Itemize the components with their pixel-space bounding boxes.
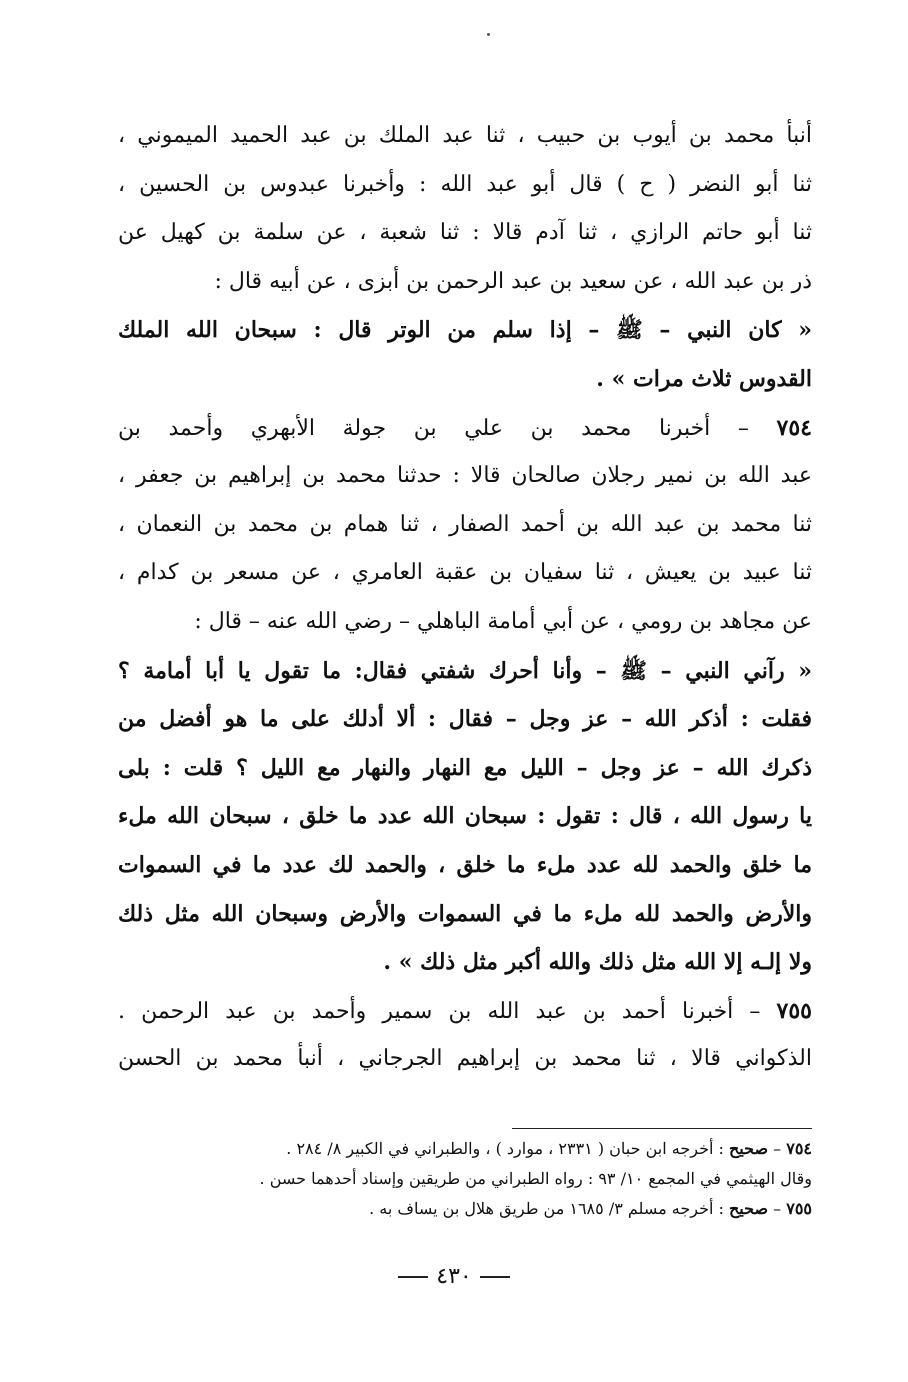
text-line-content: الذكواني قالا ، ثنا محمد بن إبراهيم الجرجاني ، أنبأ محمد بن الحسن (118, 1046, 812, 1072)
text-line (118, 549, 812, 598)
text-line-content: ذر بن عبد الله ، عن سعيد بن عبد الرحمن بن أبزى ، عن أبيه قال : (214, 268, 812, 294)
text-line (118, 744, 812, 793)
text-line-content: « رآني النبي – ﷺ – وأنا أحرك شفتي فقال: ما تقول يا أبا أمامة ؟ (118, 657, 812, 684)
footnote-separator (512, 1128, 812, 1129)
text-line-content: فقلت : أذكر الله – عز وجل – فقال : ألا أدلك على ما هو أفضل من (118, 706, 812, 733)
text-line (118, 792, 812, 841)
hadith-number: ٧٥٥ (776, 997, 812, 1024)
text-line (118, 404, 812, 453)
page-number-dash-right (480, 1276, 510, 1278)
text-line-content: ولا إلـه إلا الله مثل ذلك والله أكبر مثل ذلك » . (383, 949, 812, 976)
footnote-number: ٧٥٥ (786, 1199, 812, 1218)
main-text (118, 112, 812, 1084)
text-line (118, 1035, 812, 1084)
text-line-content: القدوس ثلاث مرات » . (596, 365, 812, 392)
text-line-content: – أخبرنا محمد بن علي بن جولة الأبهري وأحمد بن (118, 415, 777, 441)
text-line-content: ما خلق والحمد لله عدد ملء ما خلق ، والحمد لك عدد ما في السموات (118, 851, 812, 878)
text-line (118, 161, 812, 210)
text-line (118, 987, 812, 1036)
text-line (118, 258, 812, 307)
page-number (0, 1262, 908, 1292)
footnote-line (118, 1164, 812, 1194)
footnote-list (118, 1134, 812, 1224)
page-number-value: ٤٣٠ (436, 1264, 472, 1289)
text-line-content: أنبأ محمد بن أيوب بن حبيب ، ثنا عبد الملك بن عبد الحميد الميموني ، (118, 123, 812, 148)
text-line-content: ثنا محمد بن عبد الله بن أحمد الصفار ، ثنا همام بن محمد بن النعمان ، (118, 511, 812, 537)
text-line-content: عبد الله بن نمير رجلان صالحان قالا : حدثنا محمد بن إبراهيم بن جعفر ، (118, 463, 812, 489)
text-line-content: يا رسول الله ، قال : تقول : سبحان الله عدد ما خلق ، سبحان الله ملء (118, 803, 812, 830)
text-line-content: « كان النبي – ﷺ – إذا سلم من الوتر قال : سبحان الله الملك (118, 317, 812, 344)
text-line (118, 695, 812, 744)
text-line-content: عن مجاهد بن رومي ، عن أبي أمامة الباهلي – رضي الله عنه – قال : (194, 608, 812, 634)
footnote-grade: صحيح (728, 1139, 769, 1158)
text-line (118, 647, 812, 696)
footnote-text: : أخرجه مسلم ٣/ ١٦٨٥ من طريق هلال بن يساف به . (369, 1199, 729, 1218)
text-line (118, 355, 812, 404)
footnote-line: ٧٥٤ – صحيح : أخرجه ابن حبان ( ٢٣٣١ ، موارد ) ، والطبراني في الكبير ٨/ ٢٨٤ . (286, 1139, 812, 1158)
page-number-dash-left (398, 1276, 428, 1278)
text-line (118, 306, 812, 355)
text-line-content: والأرض والحمد لله ملء ما في السموات والأرض وسبحان الله مثل ذلك (118, 900, 812, 927)
text-line (118, 209, 812, 258)
text-line-content: – أخبرنا أحمد بن عبد الله بن سمير وأحمد بن عبد الرحمن . (118, 998, 777, 1024)
text-line-content: ثنا أبو النضر ( ح ) قال أبو عبد الله : وأخبرنا عبدوس بن الحسين ، (118, 171, 812, 197)
footnote-line: ٧٥٥ – صحيح : أخرجه مسلم ٣/ ١٦٨٥ من طريق هلال بن يساف به . (369, 1199, 812, 1218)
text-line (118, 890, 812, 939)
text-line (118, 938, 812, 987)
footnote-text: وقال الهيثمي في المجمع ١٠/ ٩٣ : رواه الطبراني من طريقين وإسناد أحدهما حسن . (259, 1169, 812, 1188)
text-line (118, 598, 812, 647)
text-line (118, 112, 812, 161)
text-line (118, 501, 812, 550)
text-line-content: ذكرك الله – عز وجل – الليل مع النهار والنهار مع الليل ؟ قلت : بلى (118, 754, 812, 781)
hadith-number: ٧٥٤ (776, 414, 812, 441)
footnote-number: ٧٥٤ (786, 1139, 812, 1158)
footnote-text: : أخرجه ابن حبان ( ٢٣٣١ ، موارد ) ، والطبراني في الكبير ٨/ ٢٨٤ . (286, 1139, 729, 1158)
scan-dot (487, 33, 490, 36)
text-line-content: ثنا أبو حاتم الرازي ، ثنا آدم قالا : ثنا شعبة ، عن سلمة بن كهيل عن (118, 220, 812, 246)
text-line (118, 841, 812, 890)
footnote-grade: صحيح (728, 1199, 769, 1218)
text-line (118, 452, 812, 501)
text-line-content: ثنا عبيد بن يعيش ، ثنا سفيان بن عقبة العامري ، عن مسعر بن كدام ، (118, 560, 812, 586)
